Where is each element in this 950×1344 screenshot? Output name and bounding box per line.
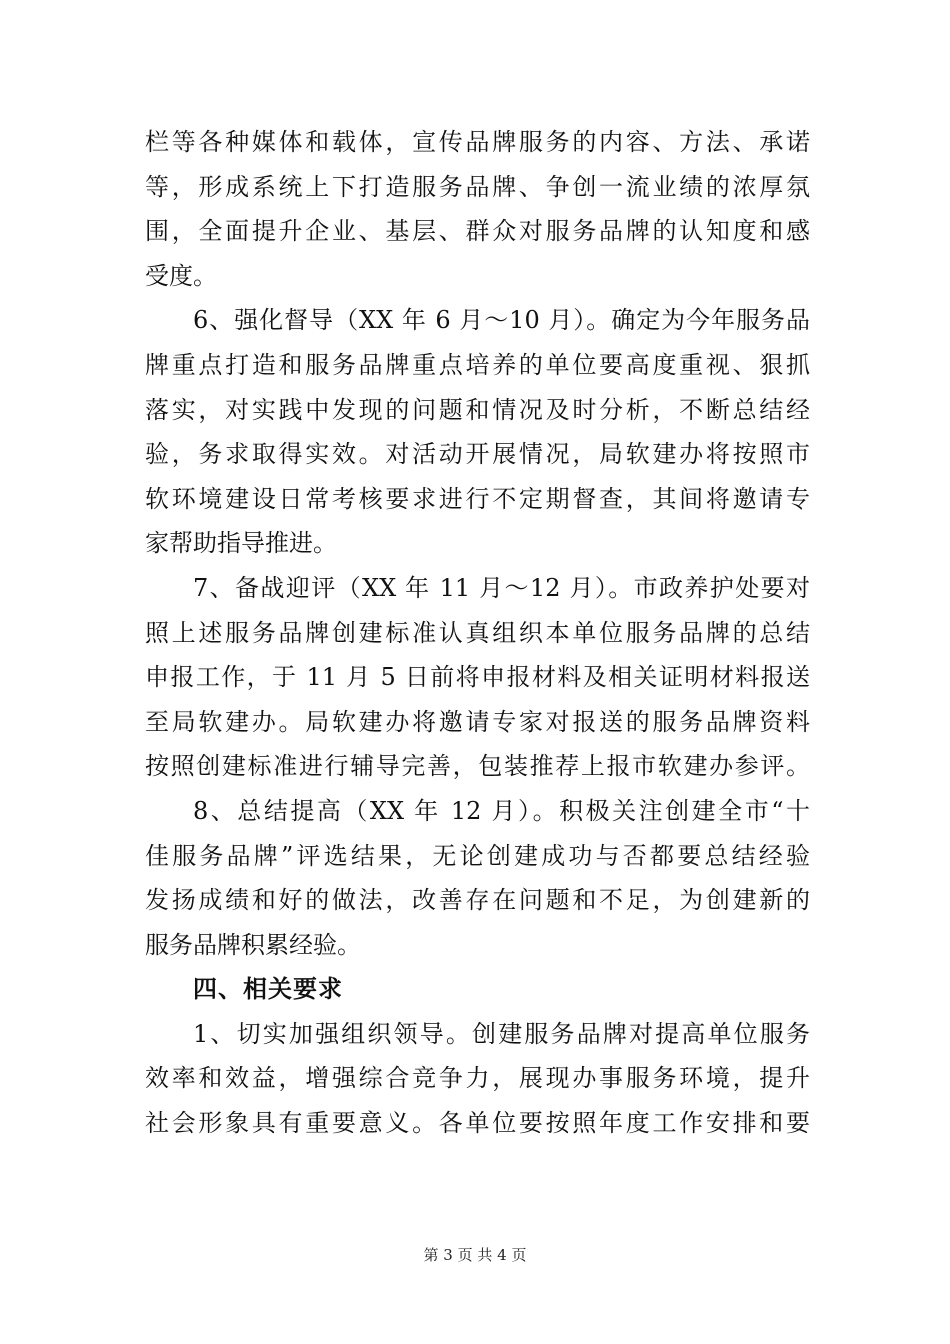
text-line: 照上述服务品牌创建标准认真组织本单位服务品牌的总结: [145, 618, 810, 647]
text-line: 发扬成绩和好的做法，改善存在问题和不足，为创建新的: [145, 886, 810, 915]
section-8-heading-line: 8、总结提高（XX 年 12 月）。积极关注创建全市“十: [193, 796, 810, 825]
text-line: 落实，对实践中发现的问题和情况及时分析，不断总结经: [145, 395, 810, 424]
text-line: 至局软建办。局软建办将邀请专家对报送的服务品牌资料: [145, 707, 810, 736]
text-line: 软环境建设日常考核要求进行不定期督查，其间将邀请专: [145, 484, 810, 513]
text-line: 申报工作，于 11 月 5 日前将申报材料及相关证明材料报送: [145, 663, 810, 692]
section-6-heading-line: 6、强化督导（XX 年 6 月～10 月）。确定为今年服务品: [193, 306, 810, 335]
section-heading: 四、相关要求: [193, 975, 343, 1004]
section-7-heading-line: 7、备战迎评（XX 年 11 月～12 月）。市政养护处要对: [193, 573, 810, 602]
document-body: [145, 120, 810, 1146]
text-line: 效率和效益，增强综合竞争力，展现办事服务环境，提升: [145, 1064, 810, 1093]
text-line: 等，形成系统上下打造服务品牌、争创一流业绩的浓厚氛: [145, 172, 810, 201]
requirement-1-line: 1、切实加强组织领导。创建服务品牌对提高单位服务: [193, 1019, 810, 1048]
text-line: 服务品牌积累经验。: [145, 930, 361, 959]
text-line: 按照创建标准进行辅导完善，包装推荐上报市软建办参评。: [145, 752, 810, 781]
text-line: 社会形象具有重要意义。各单位要按照年度工作安排和要: [145, 1109, 810, 1138]
text-line: 验，务求取得实效。对活动开展情况，局软建办将按照市: [145, 440, 810, 469]
text-line: 受度。: [145, 261, 217, 290]
page-footer: 第 3 页 共 4 页: [423, 1246, 527, 1264]
text-line: 家帮助指导推进。: [145, 529, 337, 558]
text-line: 栏等各种媒体和载体，宣传品牌服务的内容、方法、承诺: [145, 128, 810, 156]
text-line: 围，全面提升企业、基层、群众对服务品牌的认知度和感: [145, 217, 810, 246]
text-line: 佳服务品牌”评选结果，无论创建成功与否都要总结经验: [145, 841, 810, 870]
text-line: 牌重点打造和服务品牌重点培养的单位要高度重视、狠抓: [145, 350, 810, 379]
